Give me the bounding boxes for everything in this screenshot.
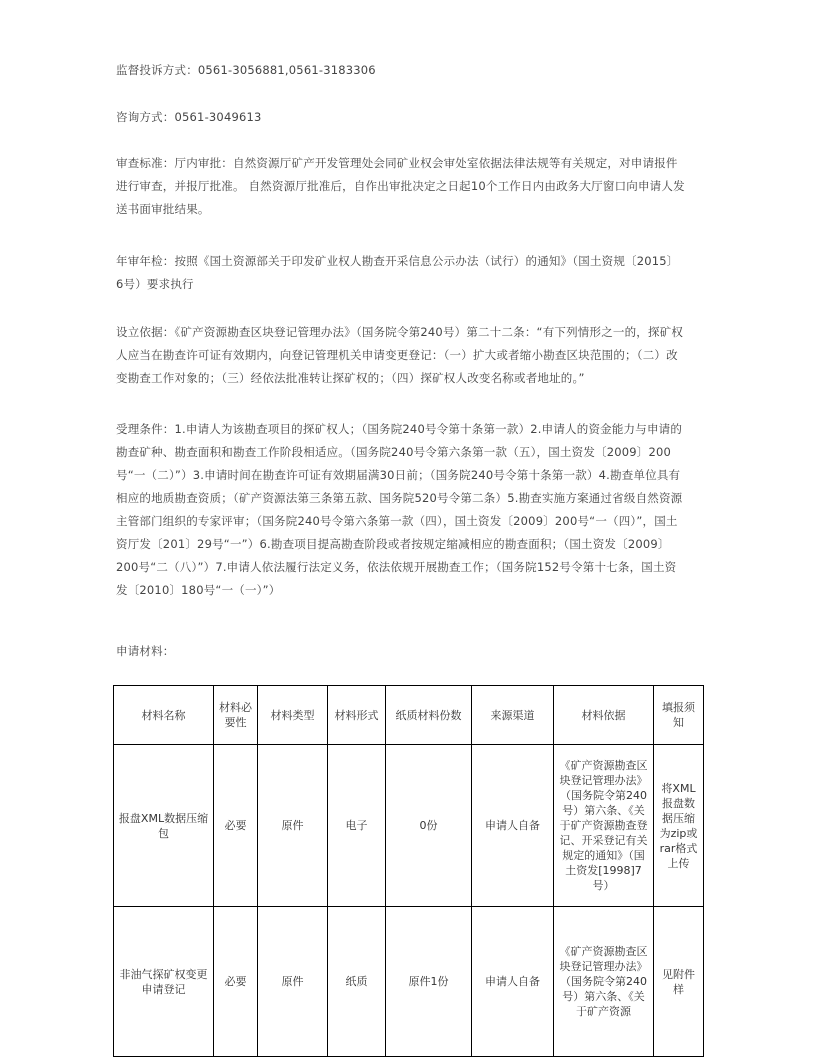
table-cell: 0份	[386, 745, 472, 907]
table-cell: 申请人自备	[472, 745, 554, 907]
table-cell: 电子	[328, 745, 386, 907]
table-cell: 必要	[214, 907, 258, 1057]
table-cell: 报盘XML数据压缩包	[114, 745, 214, 907]
col-header: 材料形式	[328, 686, 386, 745]
table-cell: 原件	[258, 907, 328, 1057]
materials-table	[113, 685, 704, 1057]
col-header: 来源渠道	[472, 686, 554, 745]
table-cell: 必要	[214, 745, 258, 907]
col-header: 材料名称	[114, 686, 214, 745]
consult-contact: 咨询方式：0561-3049613	[116, 110, 262, 124]
col-header: 材料依据	[554, 686, 654, 745]
table-cell: 将XML报盘数据压缩为zip或rar格式上传	[654, 745, 704, 907]
table-cell: 见附件样	[654, 907, 704, 1057]
legal-basis: 设立依据：《矿产资源勘查区块登记管理办法》（国务院令第240号）第二十二条：“有下列情形之一的，探矿权人应当在勘查许可证有效期内，向登记管理机关申请变更登记：（一）扩大或者缩小勘查区块范围的；（二）改变勘查工作对象的；（三）经依法批准转让探矿权的；（四）探矿权人改变名称或者地址的。”	[116, 325, 684, 385]
col-header: 材料类型	[258, 686, 328, 745]
table-cell: 非油气探矿权变更申请登记	[114, 907, 214, 1057]
table-cell: 原件	[258, 745, 328, 907]
col-header: 纸质材料份数	[386, 686, 472, 745]
table-row	[114, 745, 704, 907]
review-standard: 审查标准：厅内审批：自然资源厅矿产开发管理处会同矿业权会审处室依据法律法规等有关规定，对申请报件进行审查，并报厅批准。 自然资源厅批准后，自作出审批决定之日起10个工作日内由政务大厅窗口向申请人发送书面审批结果。	[116, 156, 685, 216]
table-cell: 《矿产资源勘查区块登记管理办法》（国务院令第240号）第六条、《关于矿产资源	[554, 907, 654, 1057]
materials-heading: 申请材料：	[116, 644, 175, 658]
col-header: 材料必要性	[214, 686, 258, 745]
table-cell: 申请人自备	[472, 907, 554, 1057]
table-cell: 原件1份	[386, 907, 472, 1057]
acceptance-conditions: 受理条件：1.申请人为该勘查项目的探矿权人；（国务院240号令第十条第一款）2.申请人的资金能力与申请的勘查矿种、勘查面积和勘查工作阶段相适应。（国务院240号令第六条第一款（五），国土资发〔2009〕200号“一（二）”）3.申请时间在勘查许可证有效期届满30日前；（国务院240号令第十条第一款）4.勘查单位具有相应的地质勘查资质；（矿产资源法第三条第五款、国务院520号令第二条）5.勘查实施方案通过省级自然资源主管部门组织的专家评审；（国务院240号令第六条第一款（四），国土资发〔2009〕200号“一（四）”，国土资厅发〔201〕29号“一”）6.勘查项目提高勘查阶段或者按规定缩减相应的勘查面积；（国土资发〔2009〕200号“二（八）”）7.申请人依法履行法定义务，依法依规开展勘查工作；（国务院152号令第十七条，国土资发〔2010〕180号“一（一）”）	[116, 422, 683, 597]
table-row	[114, 907, 704, 1057]
table-cell: 纸质	[328, 907, 386, 1057]
col-header: 填报须知	[654, 686, 704, 745]
table-header-row	[114, 686, 704, 745]
complaint-contact: 监督投诉方式：0561-3056881,0561-3183306	[116, 63, 376, 77]
annual-review: 年审年检：按照《国土资源部关于印发矿业权人勘查开采信息公示办法（试行）的通知》（国土资规〔2015〕6号）要求执行	[116, 254, 679, 291]
table-cell: 《矿产资源勘查区块登记管理办法》（国务院令第240号）第六条、《关于矿产资源勘查登记、开采登记有关规定的通知》（国土资发[1998]7号）	[554, 745, 654, 907]
